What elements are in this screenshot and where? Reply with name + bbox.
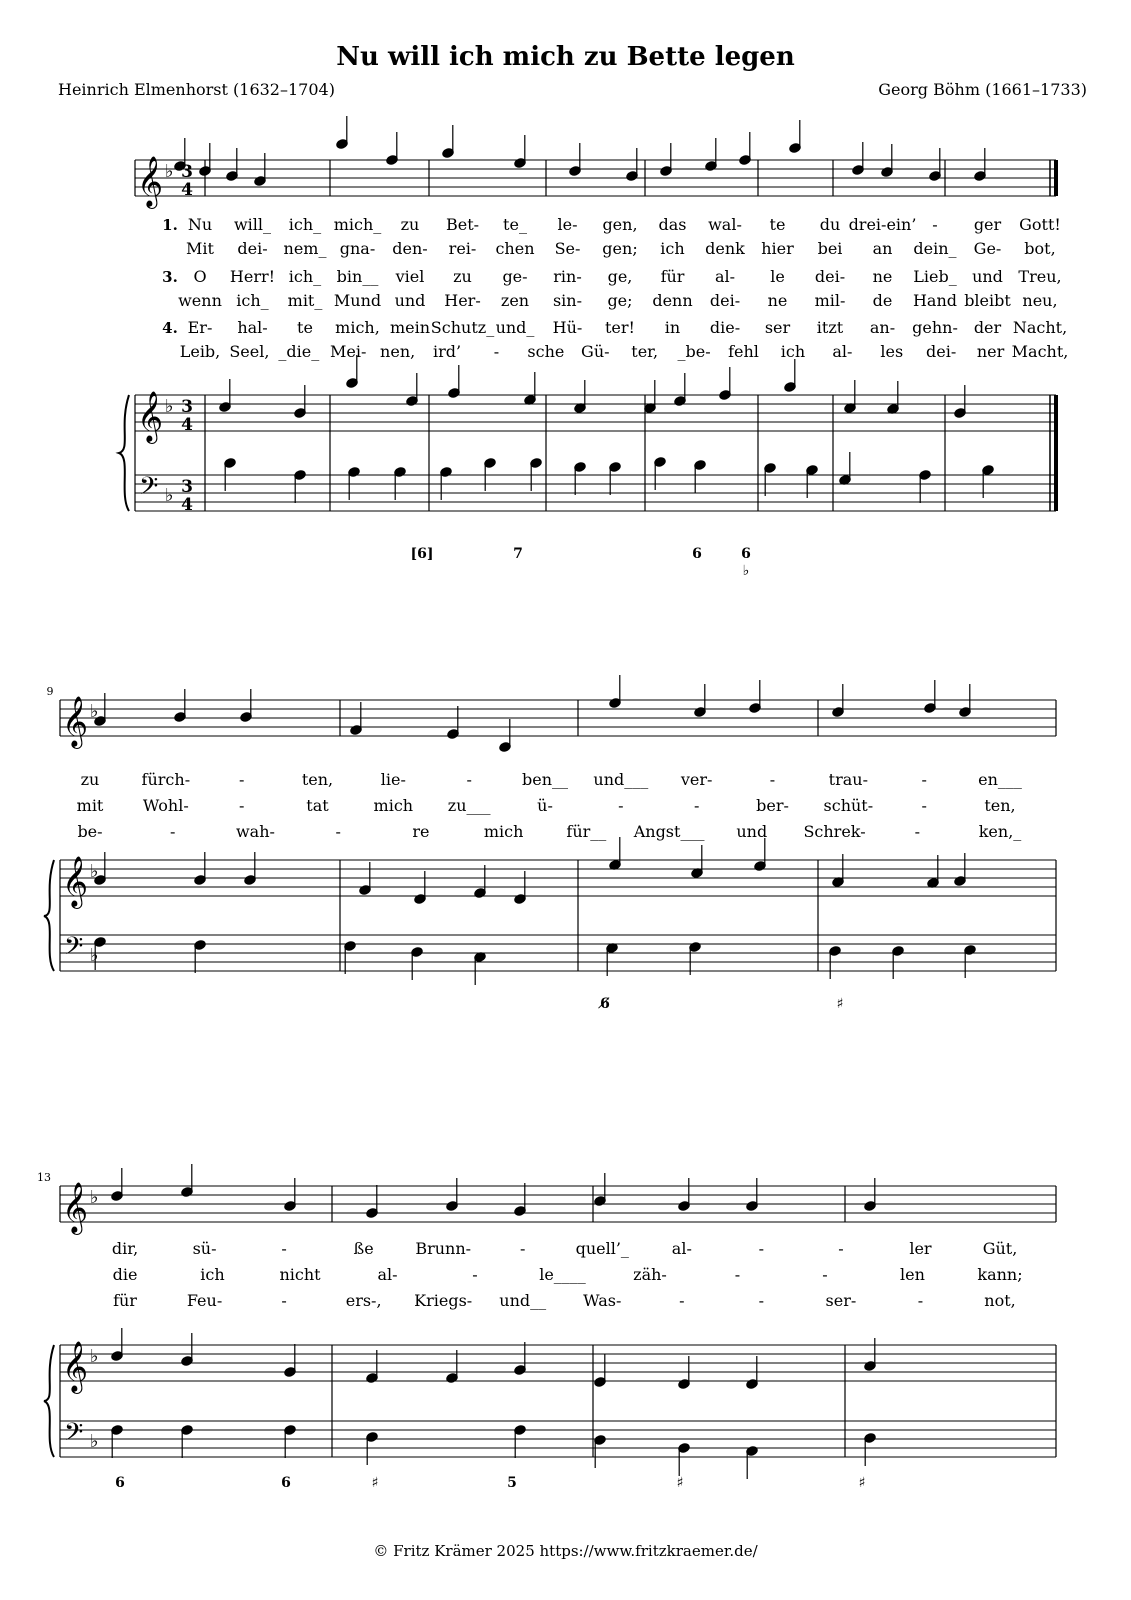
lyric-syllable: Mund <box>333 291 382 310</box>
lyric-syllable: Mit <box>186 239 214 258</box>
lyric-syllable: te <box>769 215 786 234</box>
key-flat: ♭ <box>90 1187 99 1208</box>
lyric-syllable: ge- <box>502 267 528 286</box>
lyric-syllable: rei- <box>448 239 477 258</box>
copyright-footer: © Fritz Krämer 2025 https://www.fritzkraemer.de/ <box>373 1542 758 1560</box>
lyric-syllable: les <box>880 342 904 361</box>
piano-brace <box>119 395 129 511</box>
lyric-syllable: für <box>113 1291 137 1310</box>
lyric-syllable: zu <box>453 267 472 286</box>
lyric-syllable: not, <box>984 1291 1016 1310</box>
lyric-syllable: - <box>693 796 700 815</box>
lyric-syllable: Nu <box>187 215 213 234</box>
lyric-syllable: - <box>238 770 245 789</box>
figured-bass: 6 <box>741 546 751 562</box>
lyric-syllable: an- <box>869 318 896 337</box>
bass-clef: 𝄢 <box>139 472 159 507</box>
lyric-syllable: - <box>932 215 938 234</box>
lyric-syllable: - <box>335 822 341 841</box>
lyric-syllable: ler <box>909 1239 932 1258</box>
lyric-syllable: hal- <box>237 318 268 337</box>
lyric-syllable: Nacht, <box>1012 318 1068 337</box>
voice-staff <box>135 160 1056 196</box>
song-title: Nu will ich mich zu Bette legen <box>336 42 795 72</box>
lyric-syllable: mit <box>76 796 104 815</box>
figured-bass: 6 <box>692 546 702 562</box>
time-sig-top: 3 <box>181 162 193 182</box>
lyric-syllable: ich <box>660 239 685 258</box>
lyric-syllable: _be- <box>677 342 711 361</box>
lyric-syllable: Gott! <box>1019 215 1061 234</box>
lyric-syllable: nicht <box>279 1265 321 1284</box>
lyric-syllable: für__ <box>566 822 607 841</box>
lyric-syllable: te_ <box>503 215 527 234</box>
lyric-syllable: rin- <box>553 267 582 286</box>
lyric-syllable: ben__ <box>521 770 569 789</box>
voice-staff <box>60 1186 1056 1222</box>
lyric-syllable: en___ <box>978 770 1022 789</box>
lyric-syllable: tat <box>306 796 329 815</box>
lyric-syllable: ird’ <box>433 342 462 361</box>
lyric-syllable: ser- <box>825 1291 857 1310</box>
key-flat: ♭ <box>165 396 174 417</box>
piano-treble-staff <box>60 860 1056 896</box>
lyric-syllable: und <box>972 267 1003 286</box>
lyric-syllable: - <box>520 1239 526 1258</box>
lyric-syllable: Bet- <box>445 215 480 234</box>
lyric-syllable: den- <box>392 239 428 258</box>
figured-bass: ♯ <box>858 1475 866 1491</box>
lyric-syllable: - <box>921 796 927 815</box>
lyric-syllable: dir, <box>111 1239 139 1258</box>
lyric-syllable: Schutz_ <box>430 318 495 337</box>
lyric-syllable: gen; <box>602 239 638 258</box>
voice-staff <box>60 700 1056 736</box>
lyric-syllable: al- <box>714 267 736 286</box>
lyric-syllable: drei-ein’ <box>848 215 917 234</box>
lyric-syllable: - <box>914 822 920 841</box>
lyric-syllable: ich_ <box>288 215 322 234</box>
lyric-syllable: bleibt <box>964 291 1011 310</box>
time-sig-bottom: 4 <box>181 415 193 435</box>
lyric-syllable: und <box>736 822 768 841</box>
lyric-syllable: - <box>769 770 776 789</box>
lyric-syllable: gna- <box>339 239 376 258</box>
lyric-syllable: dei- <box>237 239 268 258</box>
lyric-syllable: ße <box>353 1239 374 1258</box>
lyric-syllable: dei- <box>709 291 741 310</box>
lyric-syllable: du <box>819 215 841 234</box>
lyric-syllable: zu___ <box>447 796 491 815</box>
lyric-syllable: ne <box>872 267 893 286</box>
lyric-syllable: Güt, <box>982 1239 1018 1258</box>
lyric-syllable: zu <box>400 215 420 234</box>
bass-clef: 𝄢 <box>64 1418 84 1453</box>
figured-bass: 6 <box>281 1475 291 1491</box>
lyric-syllable: zen <box>500 291 530 310</box>
lyric-syllable: Ge- <box>973 239 1002 258</box>
figured-bass: ♭ <box>742 563 750 579</box>
lyric-syllable: le____ <box>539 1265 586 1284</box>
lyric-syllable: wal- <box>708 215 742 234</box>
figured-bass: ♯ <box>676 1475 684 1491</box>
lyric-syllable: gehn- <box>912 318 958 337</box>
lyric-syllable: - <box>921 770 927 789</box>
lyric-syllable: mich <box>373 796 414 815</box>
lyric-syllable: dein_ <box>913 239 957 258</box>
figured-bass: 7 <box>513 546 523 562</box>
lyric-syllable: Wohl- <box>142 796 189 815</box>
lyric-syllable: sche <box>527 342 565 361</box>
lyric-syllable: itzt <box>816 318 844 337</box>
lyric-syllable: Se- <box>554 239 581 258</box>
time-sig-top: 3 <box>181 477 193 497</box>
lyric-syllable: ich <box>200 1265 225 1284</box>
lyric-syllable: ger <box>973 215 1002 234</box>
lyric-syllable: zäh- <box>633 1265 667 1284</box>
figured-bass: 6̸ <box>600 996 610 1012</box>
lyric-syllable: dei- <box>926 342 957 361</box>
figured-bass: ♯ <box>836 996 844 1012</box>
lyric-syllable: mich_ <box>333 215 382 234</box>
key-flat: ♭ <box>90 1431 99 1452</box>
lyric-syllable: die <box>112 1265 138 1284</box>
lyric-syllable: bei <box>817 239 843 258</box>
piano-bass-staff <box>60 935 1056 971</box>
lyric-syllable: Leib, <box>179 342 221 361</box>
lyric-syllable: sü- <box>192 1239 217 1258</box>
piano-treble-staff <box>135 395 1056 431</box>
lyric-syllable: chen <box>495 239 535 258</box>
lyric-syllable: ich_ <box>236 291 269 310</box>
figured-bass: [6] <box>410 546 434 562</box>
lyric-syllable: ver- <box>680 770 713 789</box>
lyric-syllable: ser <box>764 318 791 337</box>
piano-brace <box>44 860 54 971</box>
figured-bass: 6 <box>115 1475 125 1491</box>
treble-clef: 𝄞 <box>137 391 164 442</box>
lyric-syllable: ner <box>976 342 1005 361</box>
bass-clef: 𝄢 <box>64 932 84 967</box>
lyric-syllable: Gü- <box>581 342 610 361</box>
lyric-syllable: und <box>394 291 426 310</box>
lyric-syllable: - <box>822 1265 828 1284</box>
lyric-syllable: dei- <box>814 267 846 286</box>
lyric-syllable: zu <box>80 770 100 789</box>
piano-brace <box>44 1345 54 1457</box>
lyric-syllable: ge, <box>607 267 633 286</box>
lyric-syllable: O <box>193 267 207 286</box>
lyric-syllable: be- <box>77 822 103 841</box>
lyric-syllable: in <box>664 318 681 337</box>
lyric-syllable: ge; <box>607 291 633 310</box>
lyric-syllable: - <box>493 342 500 361</box>
key-flat: ♭ <box>90 701 99 722</box>
lyric-syllable: bin__ <box>336 267 379 286</box>
lyric-syllable: Brunn- <box>415 1239 472 1258</box>
key-flat: ♭ <box>165 161 174 182</box>
lyric-syllable: al- <box>832 342 853 361</box>
lyric-syllable: viel <box>395 267 425 286</box>
key-flat: ♭ <box>90 861 99 882</box>
lyric-syllable: - <box>679 1291 685 1310</box>
poet-credit: Heinrich Elmenhorst (1632–1704) <box>58 80 335 99</box>
lyric-syllable: ber- <box>756 796 789 815</box>
lyric-syllable: de <box>872 291 893 310</box>
lyric-syllable: fehl <box>728 342 759 361</box>
lyric-syllable: mil- <box>814 291 846 310</box>
treble-clef: 𝄞 <box>62 696 89 747</box>
time-sig-top: 3 <box>181 397 193 417</box>
verse-number: 4. <box>162 319 178 337</box>
lyric-syllable: denn <box>652 291 693 310</box>
lyric-syllable: - <box>838 1239 844 1258</box>
lyric-syllable: te <box>297 318 313 337</box>
lyric-syllable: le- <box>557 215 578 234</box>
lyric-syllable: re <box>412 822 430 841</box>
treble-clef: 𝄞 <box>137 156 164 207</box>
lyric-syllable: Er- <box>187 318 213 337</box>
composer-credit: Georg Böhm (1661–1733) <box>878 80 1087 99</box>
lyric-syllable: Macht, <box>1011 342 1069 361</box>
lyric-syllable: nen, <box>380 342 416 361</box>
piano-bass-staff <box>60 1421 1056 1457</box>
lyric-syllable: - <box>618 796 624 815</box>
lyric-syllable: ten, <box>301 770 334 789</box>
lyric-syllable: hier <box>761 239 794 258</box>
lyric-syllable: le <box>770 267 785 286</box>
lyric-syllable: Angst___ <box>633 822 705 841</box>
lyric-syllable: - <box>170 822 176 841</box>
lyric-syllable: und___ <box>593 770 649 789</box>
lyric-syllable: die- <box>709 318 741 337</box>
lyric-syllable: will_ <box>233 215 272 234</box>
lyric-syllable: denk <box>705 239 745 258</box>
lyric-syllable: sin- <box>552 291 583 310</box>
figured-bass: 5 <box>507 1475 517 1491</box>
lyric-syllable: Herr! <box>229 267 276 286</box>
lyric-syllable: mich <box>483 822 524 841</box>
lyric-syllable: al- <box>377 1265 398 1284</box>
lyric-syllable: Hand <box>912 291 958 310</box>
lyric-syllable: ich_ <box>288 267 322 286</box>
lyric-syllable: schüt- <box>823 796 874 815</box>
verse-number: 1. <box>162 216 178 234</box>
lyric-syllable: ken,_ <box>978 822 1022 841</box>
lyric-syllable: und_ <box>495 318 535 337</box>
lyric-syllable: ne <box>767 291 788 310</box>
lyric-syllable: mich, <box>335 318 380 337</box>
lyric-syllable: - <box>238 796 245 815</box>
time-sig-bottom: 4 <box>181 495 193 515</box>
lyric-syllable: Hü- <box>552 318 583 337</box>
lyric-syllable: ten, <box>984 796 1016 815</box>
lyric-syllable: Was- <box>583 1291 622 1310</box>
lyric-syllable: ich <box>780 342 806 361</box>
lyric-syllable: mit_ <box>287 291 323 310</box>
key-flat: ♭ <box>90 945 99 966</box>
lyric-syllable: Her- <box>444 291 481 310</box>
lyric-syllable: - <box>472 1265 478 1284</box>
lyric-syllable: mein <box>389 318 431 337</box>
lyric-syllable: - <box>281 1291 287 1310</box>
treble-clef: 𝄞 <box>62 1341 89 1392</box>
key-flat: ♭ <box>90 1346 99 1367</box>
lyric-syllable: wah- <box>235 822 275 841</box>
piano-treble-staff <box>60 1345 1056 1381</box>
lyric-syllable: - <box>758 1291 765 1310</box>
lyric-syllable: ers-, <box>345 1291 382 1310</box>
time-sig-bottom: 4 <box>181 180 193 200</box>
lyric-syllable: Kriegs- <box>414 1291 473 1310</box>
lyric-syllable: trau- <box>828 770 868 789</box>
figured-bass: ♯ <box>371 1475 379 1491</box>
treble-clef: 𝄞 <box>62 1182 89 1233</box>
measure-number: 13 <box>37 1171 51 1184</box>
lyric-syllable: gen, <box>602 215 638 234</box>
lyric-syllable: für <box>660 267 685 286</box>
verse-number: 3. <box>162 268 178 286</box>
lyric-syllable: - <box>281 1239 287 1258</box>
lyric-syllable: Seel, <box>229 342 270 361</box>
piano-bass-staff <box>135 475 1056 511</box>
lyric-syllable: der <box>973 318 1002 337</box>
lyric-syllable: kann; <box>977 1265 1023 1284</box>
lyric-syllable: quell’_ <box>575 1239 629 1258</box>
lyric-syllable: das <box>658 215 687 234</box>
lyric-syllable: ter! <box>605 318 635 337</box>
lyric-syllable: al- <box>671 1239 692 1258</box>
lyric-syllable: ter, <box>631 342 659 361</box>
lyric-syllable: lie- <box>380 770 406 789</box>
lyric-syllable: - <box>734 1265 741 1284</box>
lyric-syllable: und__ <box>499 1291 547 1310</box>
key-flat: ♭ <box>165 485 174 506</box>
measure-number: 9 <box>46 685 54 698</box>
treble-clef: 𝄞 <box>62 856 89 907</box>
lyric-syllable: len <box>900 1265 925 1284</box>
lyric-syllable: wenn <box>178 291 222 310</box>
lyric-syllable: ü- <box>537 796 553 815</box>
lyric-syllable: bot, <box>1024 239 1056 258</box>
lyric-syllable: Treu, <box>1018 267 1062 286</box>
lyric-syllable: - <box>917 1291 924 1310</box>
lyric-syllable: fürch- <box>141 770 191 789</box>
lyric-syllable: Schrek- <box>803 822 866 841</box>
lyric-syllable: Feu- <box>186 1291 223 1310</box>
lyric-syllable: an <box>872 239 893 258</box>
lyric-syllable: Lieb_ <box>913 267 957 286</box>
lyric-syllable: - <box>466 770 472 789</box>
lyric-syllable: neu, <box>1022 291 1058 310</box>
lyric-syllable: _die_ <box>278 342 320 361</box>
lyric-syllable: - <box>758 1239 765 1258</box>
lyric-syllable: Mei- <box>330 342 367 361</box>
lyric-syllable: nem_ <box>283 239 327 258</box>
